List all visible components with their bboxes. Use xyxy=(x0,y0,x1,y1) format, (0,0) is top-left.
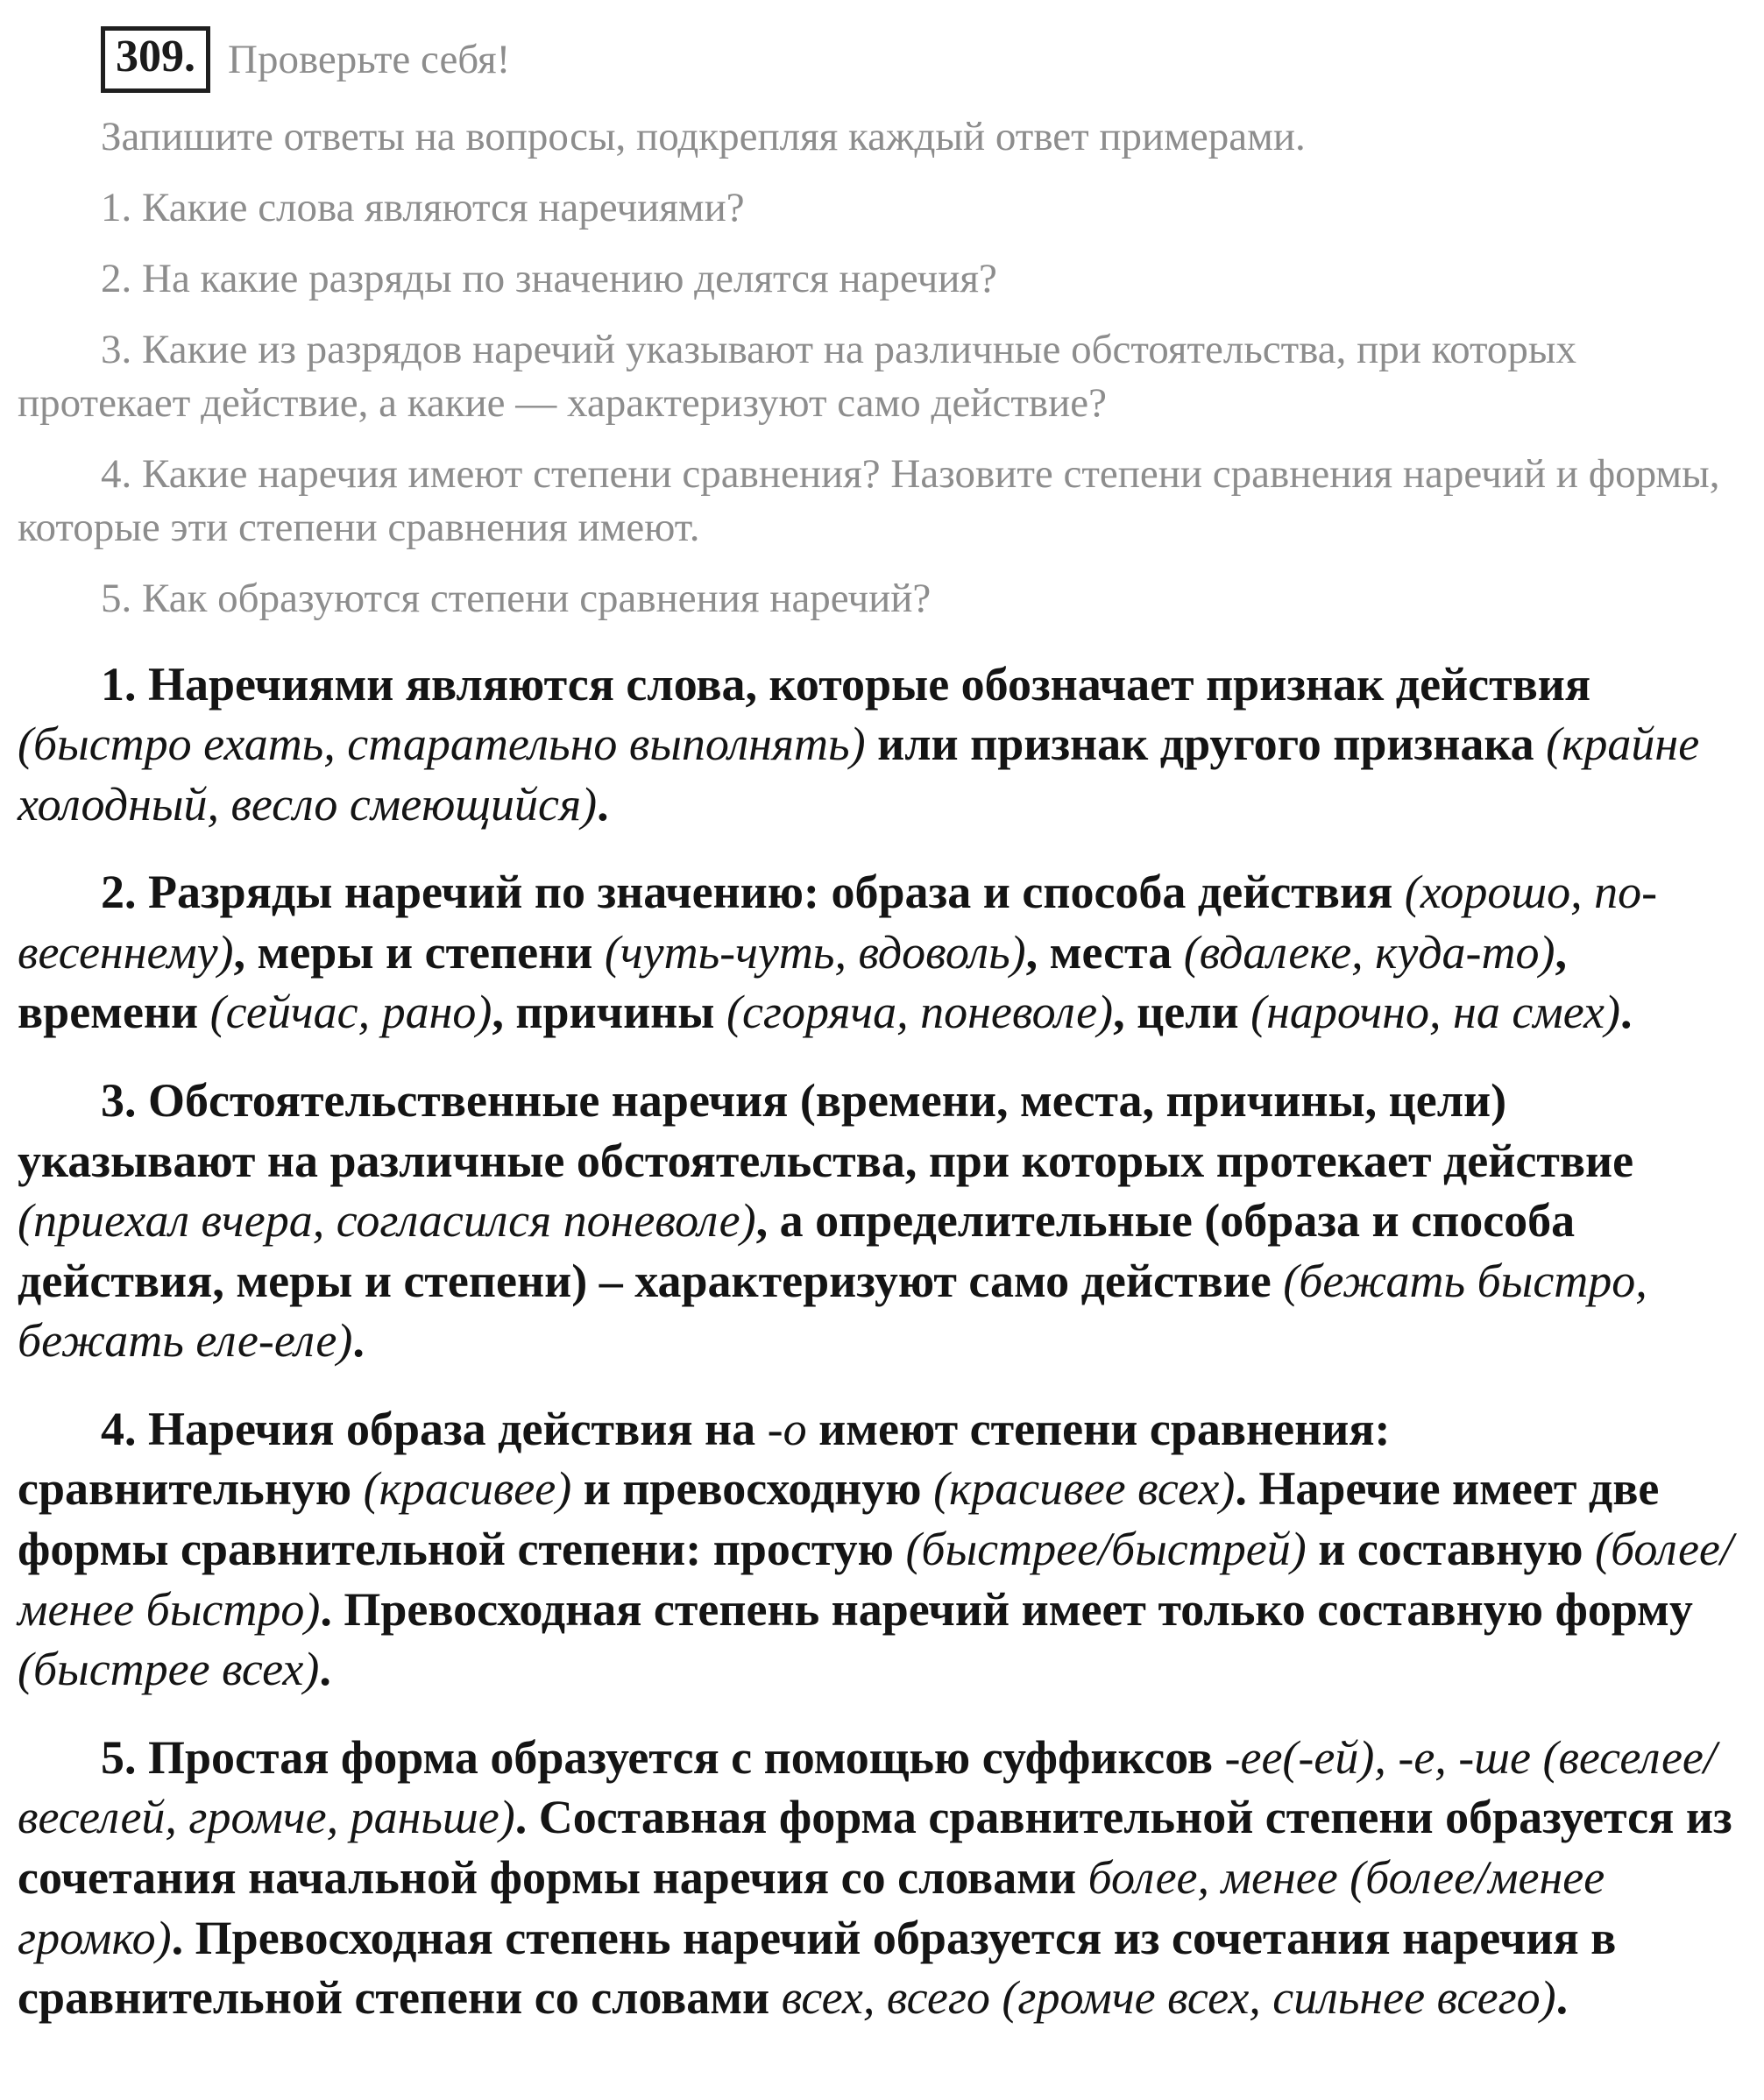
answer-example-italic: (быстро ехать, старательно выполнять) xyxy=(18,718,866,771)
answer-text: , времени xyxy=(18,925,1568,1039)
answer-example-italic: (сгоряча, поневоле) xyxy=(726,986,1114,1039)
question-2: 2. На какие разряды по значению делятся наречия? xyxy=(101,255,997,301)
answer-text: , места xyxy=(1025,925,1184,979)
answer-text: 4. Наречия образа действия на xyxy=(101,1402,768,1455)
answer-example-italic: (вдалеке, куда-то) xyxy=(1183,925,1555,979)
answer-text: , а определительные (образа и способа действия, меры и степени) – характеризуют само действие xyxy=(18,1194,1576,1307)
answer-example-italic: (бежать быстро, бежать еле-еле) xyxy=(18,1254,1647,1368)
answer-text: 2. Разряды наречий по значению: образа и способа действия xyxy=(101,866,1405,919)
exercise-header xyxy=(101,26,1734,93)
answer-text: . Превосходная степень наречий образуется из сочетания наречия в сравнительной степени со словами xyxy=(18,1911,1617,2025)
answer-example-italic: (более/менее быстро) xyxy=(18,1523,1733,1636)
answer-text: . Превосходная степень наречий имеет только составную форму xyxy=(320,1582,1693,1636)
answer-text: . xyxy=(597,777,609,831)
question-4: 4. Какие наречия имеют степени сравнения? Назовите степени сравнения наречий и формы, которые эти степени сравнения имеют. xyxy=(18,451,1720,551)
answer-text: или признак другого признака xyxy=(865,718,1547,771)
answer-text: 3. Обстоятельственные наречия (времени, места, причины, цели) указывают на различные обстоятельства, при которых протекает действие xyxy=(18,1074,1634,1187)
answer-text: имеют степени сравнения: сравнительную xyxy=(18,1402,1391,1516)
answer-paragraph-2 xyxy=(18,862,1734,1043)
answer-text: , меры и степени xyxy=(233,925,605,979)
answer-example-italic: более, менее (более/менее громко) xyxy=(18,1850,1605,1964)
answer-text: . Наречие имеет две формы сравнительной степени: простую xyxy=(18,1462,1660,1576)
answer-example-italic: (сейчас, рано) xyxy=(209,986,492,1039)
answer-text: и составную xyxy=(1306,1523,1595,1576)
question-1: 1. Какие слова являются наречиями? xyxy=(101,184,745,230)
answer-example-italic: всех, всего (громче всех, сильнее всего) xyxy=(781,1971,1556,2025)
answer-text: . xyxy=(1619,986,1633,1039)
answer-paragraph-4 xyxy=(18,1399,1734,1700)
answer-text: , причины xyxy=(492,986,726,1039)
answer-paragraph-3 xyxy=(18,1071,1734,1371)
answer-text: . xyxy=(352,1314,365,1368)
answer-text: 1. Наречиями являются слова, которые обозначает признак действия xyxy=(101,657,1591,711)
answer-example-italic: (крайне холодный, весло смеющийся) xyxy=(18,718,1700,831)
exercise-number: 309. xyxy=(101,26,210,93)
answer-text: и превосходную xyxy=(571,1462,934,1516)
answer-text: 5. Простая форма образуется с помощью суффиксов xyxy=(101,1730,1225,1784)
answer-example-italic: -ее(-ей), -е, -ше (веселее/веселей, громче, раньше) xyxy=(18,1730,1717,1844)
question-3: 3. Какие из разрядов наречий указывают на различные обстоятельства, при которых протекает действие, а какие — характеризуют само действие? xyxy=(18,327,1576,427)
exercise-title: Проверьте себя! xyxy=(228,36,511,82)
answer-example-italic: (нарочно, на смех) xyxy=(1250,986,1620,1039)
answer-text: . xyxy=(1555,1971,1569,2025)
answer-text: , цели xyxy=(1113,986,1251,1039)
answer-example-italic: (красивее) xyxy=(363,1462,572,1516)
question-5: 5. Как образуются степени сравнения наречий? xyxy=(101,576,932,622)
answer-example-italic: (красивее всех) xyxy=(933,1462,1236,1516)
answer-example-italic: (быстрее всех) xyxy=(18,1643,320,1696)
answer-text: . xyxy=(319,1643,331,1696)
answer-example-italic: (быстрее/быстрей) xyxy=(905,1523,1307,1576)
exercise-intro: Запишите ответы на вопросы, подкрепляя каждый ответ примерами. xyxy=(101,113,1306,159)
answer-paragraph-5 xyxy=(18,1728,1734,2028)
answer-paragraph-1 xyxy=(18,654,1734,835)
answer-example-italic: (приехал вчера, согласился поневоле) xyxy=(18,1194,756,1248)
answer-example-italic: -о xyxy=(767,1402,807,1455)
answer-text: . Составная форма сравнительной степени образуется из сочетания начальной формы наречия со словами xyxy=(18,1791,1732,1904)
answer-example-italic: (хорошо, по-весеннему) xyxy=(18,866,1658,979)
answer-example-italic: (чуть-чуть, вдоволь) xyxy=(604,925,1026,979)
